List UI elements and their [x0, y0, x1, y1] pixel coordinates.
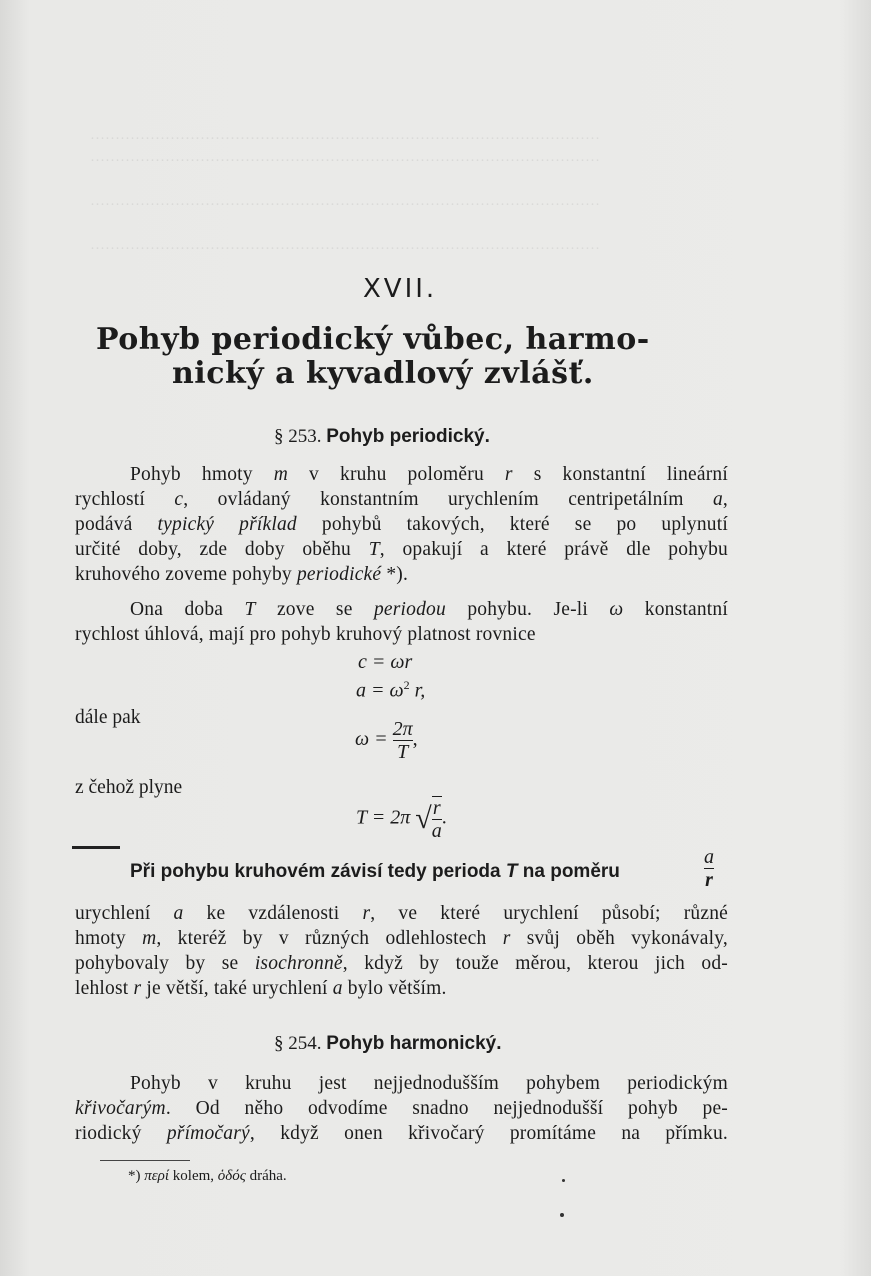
equation-c: c = ωr	[358, 651, 413, 673]
ink-speck	[562, 1179, 565, 1182]
section-253-heading	[274, 426, 490, 448]
text-line: podává typický příklad pohybů takových, které se po uplynutí	[75, 514, 728, 535]
text-line: Pohyb hmoty m v kruhu poloměru r s konstantní lineární	[130, 464, 728, 485]
text-line: kruhového zoveme pohyby periodické *).	[75, 564, 409, 585]
text-line: pohybovaly by se isochronně, když by touže měrou, kterou jich od-	[75, 953, 728, 974]
section-number: § 254.	[274, 1033, 322, 1054]
paragraph-253-3	[75, 901, 728, 1001]
bleed-through-text: …………………………………………………………………………………………	[90, 237, 600, 253]
text-z-cehoz-plyne: z čehož plyne	[75, 777, 183, 798]
text-line: určité doby, zde doby oběhu T, opakují a které právě dle pohybu	[75, 539, 728, 560]
text-line: křivočarým. Od něho odvodíme snadno nejjednodušší pohyb pe-	[75, 1098, 728, 1119]
footnote: *) περί kolem, ὁδός dráha.	[128, 1168, 287, 1184]
chapter-title-line-2: nický a kyvadlový zvlášť.	[172, 356, 594, 391]
paragraph-254-1	[75, 1071, 728, 1146]
section-254-heading	[274, 1033, 502, 1055]
text-line: urychlení a ke vzdálenosti r, ve které urychlení působí; různé	[75, 903, 729, 924]
fraction: $\frac{2\pi}{T}$	[392, 718, 413, 763]
text-line: Pohyb v kruhu jest nejjednodušším pohybem periodickým	[130, 1073, 728, 1094]
text-line: hmoty m, kteréž by v různých odlehlostech r svůj oběh vykonávaly,	[75, 928, 728, 949]
ink-smear	[72, 846, 120, 849]
fraction: $\frac{r}{a}$	[431, 797, 442, 842]
bleed-through-text: …………………………………………………………………………………………	[90, 127, 600, 143]
fraction-a-over-r: $\frac{a}{r}$	[704, 846, 714, 891]
footnote-rule	[100, 1160, 190, 1161]
text-line: lehlost r je větší, také urychlení a bylo větším.	[75, 978, 447, 999]
text-line: rychlostí c, ovládaný konstantním urychlením centripetálním a,	[75, 489, 728, 510]
paragraph-253-2	[75, 597, 728, 647]
bleed-through-text: …………………………………………………………………………………………	[90, 149, 600, 165]
text-line: rychlost úhlová, mají pro pohyb kruhový platnost rovnice	[75, 624, 536, 645]
bleed-through-text: …………………………………………………………………………………………	[90, 193, 600, 209]
bold-sentence: Při pohybu kruhovém závisí tedy perioda T na poměru	[130, 861, 620, 882]
text-dale-pak: dále pak	[75, 707, 141, 728]
chapter-title-line-1: Pohyb periodický vůbec, harmo-	[96, 322, 650, 357]
equation-a: $a = \omega^2$ r,	[356, 678, 426, 702]
text-line: riodický přímočarý, když onen křivočarý promítáme na přímku.	[75, 1123, 728, 1144]
equation-omega: ω = $\frac{2\pi}{T}$ ,	[355, 718, 418, 763]
section-title: Pohyb periodický.	[326, 426, 490, 447]
paragraph-253-1	[75, 462, 728, 587]
section-title: Pohyb harmonický.	[326, 1033, 502, 1054]
radical-icon: √	[415, 802, 432, 835]
equation-period: T = 2π √ $\frac{r}{a}$ .	[356, 797, 447, 842]
chapter-number: XVII.	[363, 274, 438, 304]
ink-speck	[560, 1213, 564, 1217]
text-line: Ona doba T zove se periodou pohybu. Je-li ω konstantní	[130, 599, 728, 620]
section-number: § 253.	[274, 426, 322, 447]
